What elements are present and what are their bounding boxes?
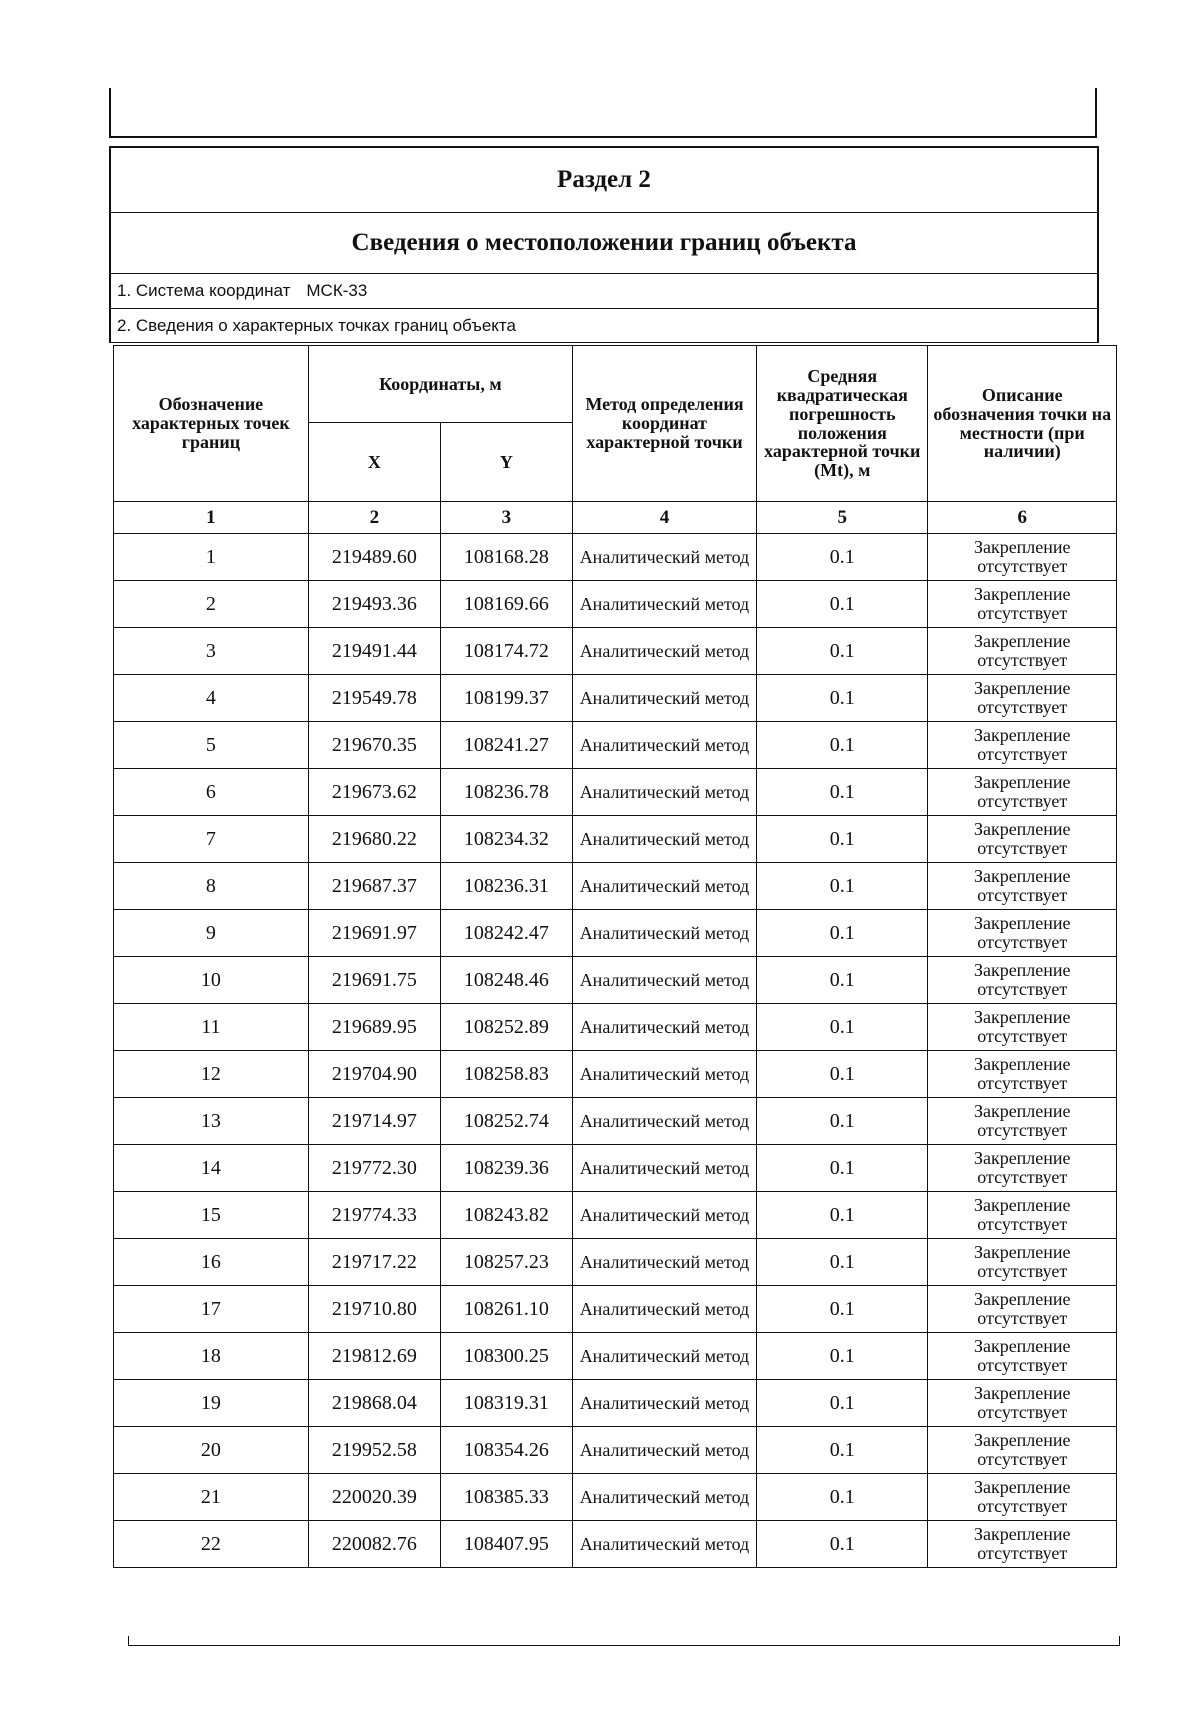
table-row (114, 957, 1117, 1004)
point-number: 8 (114, 863, 309, 910)
point-number: 6 (114, 769, 309, 816)
method-cell: Аналитический метод (572, 1474, 756, 1521)
point-number: 17 (114, 1286, 309, 1333)
description-cell: Закрепление отсутствует (928, 1145, 1117, 1192)
table-row (114, 1333, 1117, 1380)
table-row (114, 1521, 1117, 1568)
point-number: 2 (114, 581, 309, 628)
section-header (109, 146, 1099, 343)
section-title: Раздел 2 (111, 148, 1097, 213)
point-number: 13 (114, 1098, 309, 1145)
error-cell: 0.1 (757, 863, 928, 910)
description-cell: Закрепление отсутствует (928, 1004, 1117, 1051)
method-cell: Аналитический метод (572, 628, 756, 675)
table-row (114, 628, 1117, 675)
description-cell: Закрепление отсутствует (928, 1474, 1117, 1521)
table-row (114, 1192, 1117, 1239)
table-row (114, 910, 1117, 957)
y-coordinate: 108258.83 (440, 1051, 572, 1098)
method-cell: Аналитический метод (572, 1051, 756, 1098)
error-cell: 0.1 (757, 1380, 928, 1427)
x-coordinate: 219493.36 (308, 581, 440, 628)
error-cell: 0.1 (757, 1192, 928, 1239)
table-row (114, 1380, 1117, 1427)
point-number: 5 (114, 722, 309, 769)
error-cell: 0.1 (757, 534, 928, 581)
column-number: 1 (114, 502, 309, 534)
boundary-points-table (113, 345, 1117, 1568)
x-coordinate: 219691.75 (308, 957, 440, 1004)
header-coordinates: Координаты, м (308, 346, 572, 423)
error-cell: 0.1 (757, 957, 928, 1004)
y-coordinate: 108257.23 (440, 1239, 572, 1286)
x-coordinate: 219772.30 (308, 1145, 440, 1192)
x-coordinate: 219868.04 (308, 1380, 440, 1427)
point-number: 4 (114, 675, 309, 722)
description-cell: Закрепление отсутствует (928, 628, 1117, 675)
header-designation: Обозначение характерных точек границ (114, 346, 309, 502)
method-cell: Аналитический метод (572, 1380, 756, 1427)
y-coordinate: 108385.33 (440, 1474, 572, 1521)
method-cell: Аналитический метод (572, 534, 756, 581)
description-cell: Закрепление отсутствует (928, 675, 1117, 722)
x-coordinate: 219673.62 (308, 769, 440, 816)
error-cell: 0.1 (757, 1098, 928, 1145)
point-number: 7 (114, 816, 309, 863)
header-description: Описание обозначения точки на местности (при наличии) (928, 346, 1117, 502)
method-cell: Аналитический метод (572, 1427, 756, 1474)
error-cell: 0.1 (757, 628, 928, 675)
y-coordinate: 108241.27 (440, 722, 572, 769)
description-cell: Закрепление отсутствует (928, 1192, 1117, 1239)
description-cell: Закрепление отсутствует (928, 769, 1117, 816)
table-row (114, 863, 1117, 910)
method-cell: Аналитический метод (572, 581, 756, 628)
error-cell: 0.1 (757, 1333, 928, 1380)
x-coordinate: 219680.22 (308, 816, 440, 863)
table-row (114, 581, 1117, 628)
previous-section-box (109, 88, 1097, 138)
y-coordinate: 108243.82 (440, 1192, 572, 1239)
point-number: 11 (114, 1004, 309, 1051)
y-coordinate: 108300.25 (440, 1333, 572, 1380)
section-subtitle: Сведения о местоположении границ объекта (111, 213, 1097, 274)
description-cell: Закрепление отсутствует (928, 1521, 1117, 1568)
table-row (114, 534, 1117, 581)
header-x: X (308, 423, 440, 502)
method-cell: Аналитический метод (572, 1004, 756, 1051)
error-cell: 0.1 (757, 910, 928, 957)
point-number: 14 (114, 1145, 309, 1192)
table-row (114, 1474, 1117, 1521)
y-coordinate: 108354.26 (440, 1427, 572, 1474)
method-cell: Аналитический метод (572, 675, 756, 722)
x-coordinate: 219489.60 (308, 534, 440, 581)
y-coordinate: 108248.46 (440, 957, 572, 1004)
point-number: 21 (114, 1474, 309, 1521)
description-cell: Закрепление отсутствует (928, 1380, 1117, 1427)
header-method: Метод определения координат характерной точки (572, 346, 756, 502)
x-coordinate: 219774.33 (308, 1192, 440, 1239)
point-number: 18 (114, 1333, 309, 1380)
y-coordinate: 108234.32 (440, 816, 572, 863)
y-coordinate: 108319.31 (440, 1380, 572, 1427)
error-cell: 0.1 (757, 816, 928, 863)
table-body (114, 534, 1117, 1568)
x-coordinate: 219691.97 (308, 910, 440, 957)
description-cell: Закрепление отсутствует (928, 1333, 1117, 1380)
y-coordinate: 108174.72 (440, 628, 572, 675)
error-cell: 0.1 (757, 1239, 928, 1286)
y-coordinate: 108239.36 (440, 1145, 572, 1192)
description-cell: Закрепление отсутствует (928, 1098, 1117, 1145)
table-row (114, 1004, 1117, 1051)
description-cell: Закрепление отсутствует (928, 1051, 1117, 1098)
column-number: 3 (440, 502, 572, 534)
x-coordinate: 219714.97 (308, 1098, 440, 1145)
description-cell: Закрепление отсутствует (928, 1427, 1117, 1474)
x-coordinate: 219491.44 (308, 628, 440, 675)
method-cell: Аналитический метод (572, 1145, 756, 1192)
error-cell: 0.1 (757, 1427, 928, 1474)
point-number: 19 (114, 1380, 309, 1427)
y-coordinate: 108169.66 (440, 581, 572, 628)
error-cell: 0.1 (757, 675, 928, 722)
table-row (114, 675, 1117, 722)
point-number: 9 (114, 910, 309, 957)
y-coordinate: 108407.95 (440, 1521, 572, 1568)
x-coordinate: 219704.90 (308, 1051, 440, 1098)
method-cell: Аналитический метод (572, 769, 756, 816)
y-coordinate: 108236.78 (440, 769, 572, 816)
column-number: 2 (308, 502, 440, 534)
x-coordinate: 219687.37 (308, 863, 440, 910)
points-heading: 2. Сведения о характерных точках границ объекта (111, 309, 1097, 343)
y-coordinate: 108236.31 (440, 863, 572, 910)
error-cell: 0.1 (757, 1474, 928, 1521)
point-number: 20 (114, 1427, 309, 1474)
method-cell: Аналитический метод (572, 863, 756, 910)
x-coordinate: 219710.80 (308, 1286, 440, 1333)
y-coordinate: 108199.37 (440, 675, 572, 722)
description-cell: Закрепление отсутствует (928, 863, 1117, 910)
y-coordinate: 108168.28 (440, 534, 572, 581)
method-cell: Аналитический метод (572, 910, 756, 957)
x-coordinate: 219670.35 (308, 722, 440, 769)
point-number: 10 (114, 957, 309, 1004)
table-row (114, 1286, 1117, 1333)
table-row (114, 1098, 1117, 1145)
point-number: 1 (114, 534, 309, 581)
description-cell: Закрепление отсутствует (928, 1286, 1117, 1333)
error-cell: 0.1 (757, 722, 928, 769)
error-cell: 0.1 (757, 1145, 928, 1192)
error-cell: 0.1 (757, 1286, 928, 1333)
x-coordinate: 220020.39 (308, 1474, 440, 1521)
method-cell: Аналитический метод (572, 1239, 756, 1286)
table-row (114, 1239, 1117, 1286)
column-number-row (114, 502, 1117, 534)
error-cell: 0.1 (757, 1004, 928, 1051)
table-row (114, 816, 1117, 863)
x-coordinate: 219549.78 (308, 675, 440, 722)
method-cell: Аналитический метод (572, 1521, 756, 1568)
method-cell: Аналитический метод (572, 816, 756, 863)
header-y: Y (440, 423, 572, 502)
table-row (114, 1427, 1117, 1474)
table-bottom-border (128, 1636, 1120, 1646)
table-row (114, 1145, 1117, 1192)
method-cell: Аналитический метод (572, 1286, 756, 1333)
x-coordinate: 220082.76 (308, 1521, 440, 1568)
y-coordinate: 108252.74 (440, 1098, 572, 1145)
column-number: 4 (572, 502, 756, 534)
description-cell: Закрепление отсутствует (928, 581, 1117, 628)
coordinate-system-row (111, 274, 1097, 309)
error-cell: 0.1 (757, 1051, 928, 1098)
description-cell: Закрепление отсутствует (928, 910, 1117, 957)
x-coordinate: 219812.69 (308, 1333, 440, 1380)
x-coordinate: 219689.95 (308, 1004, 440, 1051)
header-error: Средняя квадратическая погрешность положения характерной точки (Mt), м (757, 346, 928, 502)
point-number: 22 (114, 1521, 309, 1568)
description-cell: Закрепление отсутствует (928, 1239, 1117, 1286)
coordinate-system-value: МСК-33 (306, 281, 368, 300)
y-coordinate: 108252.89 (440, 1004, 572, 1051)
error-cell: 0.1 (757, 769, 928, 816)
point-number: 15 (114, 1192, 309, 1239)
table-row (114, 1051, 1117, 1098)
description-cell: Закрепление отсутствует (928, 957, 1117, 1004)
description-cell: Закрепление отсутствует (928, 722, 1117, 769)
table-row (114, 722, 1117, 769)
point-number: 12 (114, 1051, 309, 1098)
column-number: 6 (928, 502, 1117, 534)
table-row (114, 769, 1117, 816)
method-cell: Аналитический метод (572, 1333, 756, 1380)
point-number: 16 (114, 1239, 309, 1286)
coordinate-system-label: 1. Система координат (117, 281, 291, 300)
x-coordinate: 219717.22 (308, 1239, 440, 1286)
y-coordinate: 108242.47 (440, 910, 572, 957)
description-cell: Закрепление отсутствует (928, 816, 1117, 863)
error-cell: 0.1 (757, 581, 928, 628)
y-coordinate: 108261.10 (440, 1286, 572, 1333)
method-cell: Аналитический метод (572, 957, 756, 1004)
method-cell: Аналитический метод (572, 722, 756, 769)
point-number: 3 (114, 628, 309, 675)
method-cell: Аналитический метод (572, 1098, 756, 1145)
error-cell: 0.1 (757, 1521, 928, 1568)
x-coordinate: 219952.58 (308, 1427, 440, 1474)
column-number: 5 (757, 502, 928, 534)
method-cell: Аналитический метод (572, 1192, 756, 1239)
description-cell: Закрепление отсутствует (928, 534, 1117, 581)
